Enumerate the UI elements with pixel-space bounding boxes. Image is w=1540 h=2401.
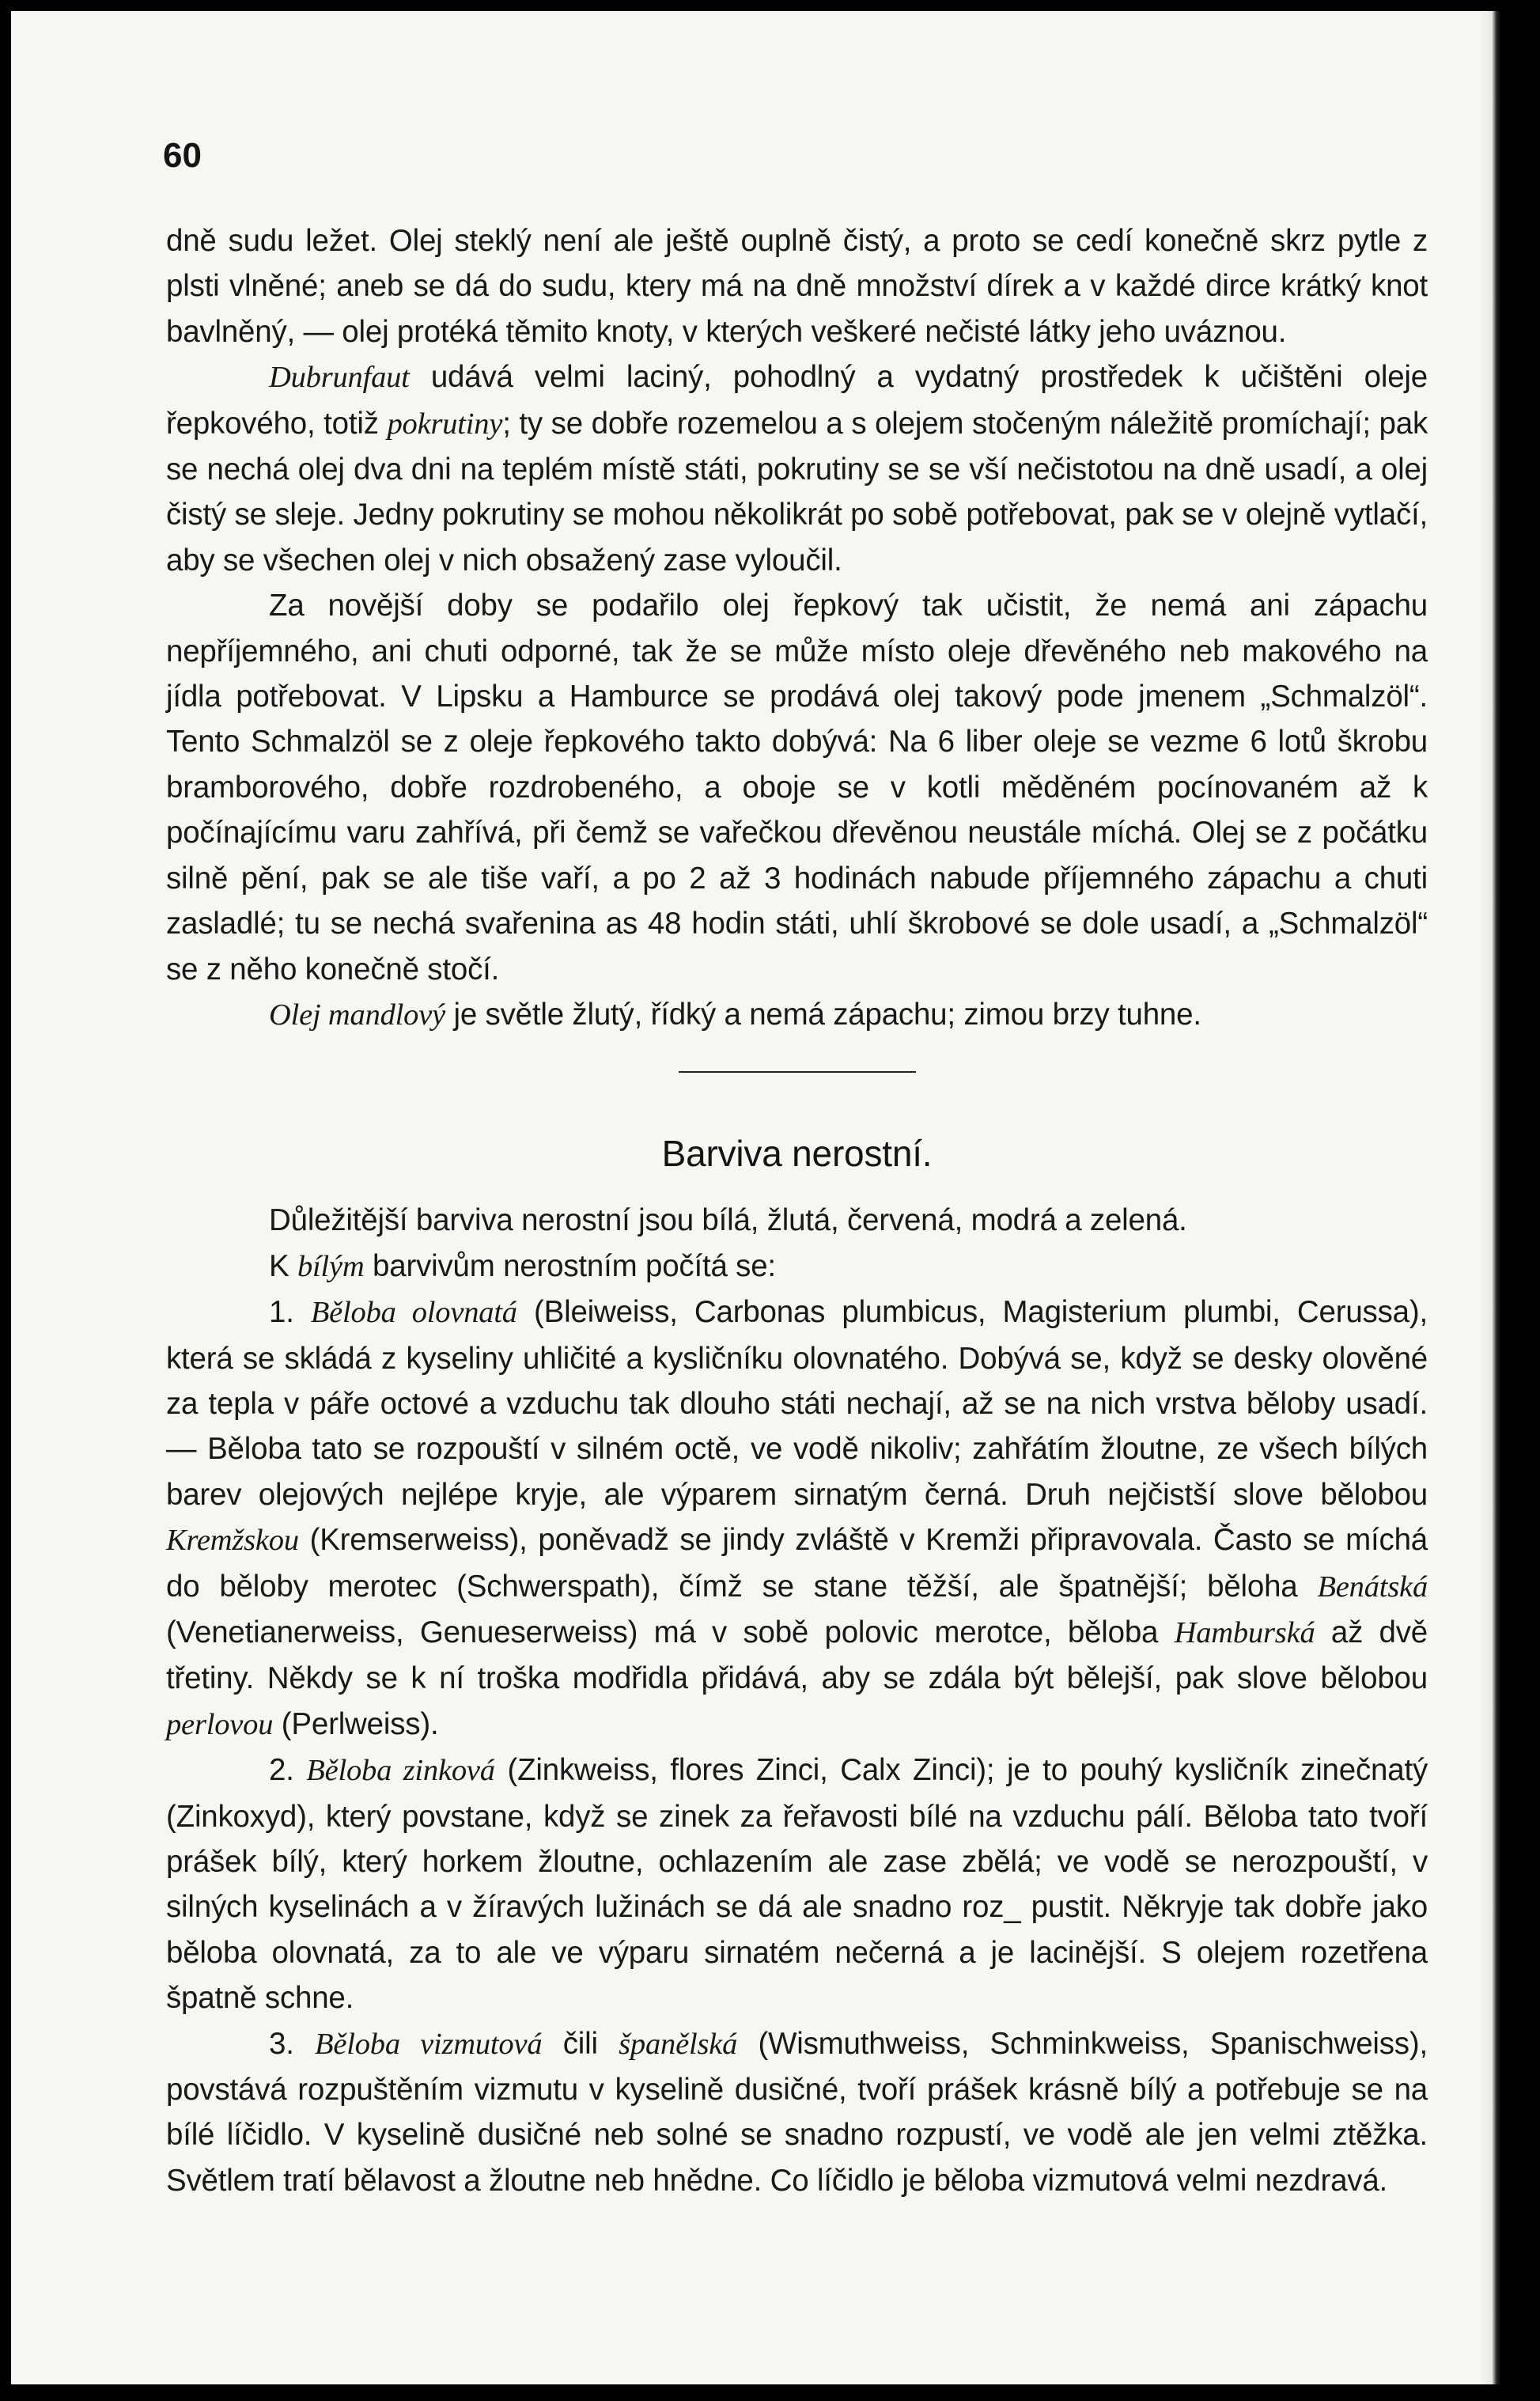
- page-number: 60: [163, 136, 202, 175]
- section-divider: [679, 1071, 916, 1073]
- paragraph-text: je světle žlutý, řídký a nemá zápachu; zimou brzy tuhne.: [445, 997, 1201, 1032]
- paragraph-zinc-white: [166, 1748, 1428, 2020]
- book-page: [11, 11, 1510, 2384]
- paragraph-bismuth-white: [166, 2021, 1428, 2204]
- paragraph-text: dně sudu ležet. Olej steklý není ale ještě ouplně čistý, a proto se cedí konečně skrz pytle z plsti vlněné; aneb se dá do sudu, ktery má na dně množství dírek a v každé dirce krátký knot bavlněný, — olej protéká těmito knoty, v kterých veškeré nečisté látky jeho uváznou.: [166, 224, 1428, 349]
- paragraph-almond-oil: [166, 992, 1428, 1038]
- term-zinc-white: Běloba zinková: [306, 1754, 495, 1788]
- paragraph-text: (Perlweiss).: [273, 1706, 439, 1741]
- term-bismuth-white: Běloba vizmutová: [315, 2027, 543, 2061]
- paragraph-text: ; ty se dobře rozemelou a s olejem stočeným náležitě promíchají; pak se nechá olej dva dni na teplém místě státi, pokrutiny se se vší nečistotou na dně usadí, a olej čistý se sleje. Jedny pokrutiny se mohou několikrát po sobě potřebovat, pak se v olejně vytlačí, aby se všechen olej v nich obsažený zase vyloučil.: [166, 406, 1428, 578]
- paragraph-text: barvivům nerostním počítá se:: [364, 1248, 776, 1283]
- item-number: 3.: [269, 2026, 316, 2061]
- paragraph-text: čili: [542, 2026, 619, 2061]
- paragraph-text: (Wismuthweiss, Schminkweiss, Spanischweiss), povstává rozpuštěním vizmutu v kyselině dusičné, tvoří prášek krásně bílý a potřebuje se na bílé líčidlo. V kyselině dusičné neb solné se snadno rozpustí, ve vodě ale jen velmi ztěžka. Světlem tratí bělavost a žloutne neb hnědne. Co líčidlo je běloba vizmutová velmi nezdravá.: [166, 2026, 1428, 2198]
- term-white: bílým: [297, 1249, 365, 1283]
- paragraph-dubrunfaut-method: [166, 354, 1428, 583]
- term-pokrutiny: pokrutiny: [387, 407, 503, 441]
- term-lead-white: Běloba olovnatá: [310, 1296, 517, 1330]
- paragraph-lead-white: [166, 1289, 1428, 1748]
- paragraph-text: K: [269, 1248, 297, 1283]
- paragraph-text: udává velmi laciný, pohodlný a vydatný prostředek k učištěni oleje řepkového, totiž: [166, 360, 1428, 441]
- paragraph-text: Za novější doby se podařilo olej řepkový tak učistit, že nemá ani zápachu nepříjemného, ani chuti odporné, tak že se může místo oleje dřevěného neb makového na jídla potřebovat. V Lipsku a Hamburce se prodává olej takový pode jmenem „Schmalzöl“. Tento Schmalzöl se z oleje řepkového takto dobývá: Na 6 liber oleje se vezme 6 lotů škrobu bramborového, dobře rozdrobeného, a oboje se v kotli měděném pocínovaném až k počínajícímu varu zahřívá, při čemž se vařečkou dřevěnou neustále míchá. Olej se z počátku silně pění, pak se ale tiše vaří, a po 2 až 3 hodinách nabude příjemného zápachu a chuti zasladlé; tu se nechá svařenina as 48 hodin státi, uhlí škrobové se dole usadí, a „Schmalzöl“ se z něho konečně stočí.: [166, 589, 1428, 987]
- paragraph-pigments-intro: [166, 1198, 1428, 1243]
- page-body: [166, 218, 1428, 2203]
- section-heading: Barviva nerostní.: [661, 1133, 933, 1175]
- paragraph-text: Důležitější barviva nerostní jsou bílá, žlutá, červená, modrá a zelená.: [269, 1203, 1187, 1238]
- paragraph-text: (Kremserweiss), poněvadž se jindy zvláště v Kremži připravovala. Často se míchá do běloby merotec (Schwerspath), čímž se stane těžší, ale špatnější; běloha: [166, 1523, 1428, 1604]
- term-hamburska: Hamburská: [1174, 1615, 1315, 1649]
- paragraph-oil-filtering: [166, 218, 1428, 354]
- term-benatska: Benátská: [1317, 1570, 1428, 1604]
- term-almond-oil: Olej mandlový: [269, 998, 445, 1032]
- paragraph-text: (Venetianerweiss, Genueserweiss) má v sobě polovic merotce, běloba: [166, 1615, 1175, 1649]
- term-kremzska: Kremžskou: [166, 1524, 299, 1558]
- item-number: 2.: [269, 1753, 307, 1788]
- paragraph-schmalzol: [166, 583, 1428, 992]
- paragraph-text: (Zinkweiss, flores Zinci, Calx Zinci); je to pouhý kysličník zinečnatý (Zinkoxyd), který povstane, když se zinek za řeřavosti bílé na vzduchu pálí. Běloba tato tvoří prášek bílý, který horkem žloutne, ochlazením ale zase zbělá; ve vodě se nerozpouští, v silných kyselinách a v žíravých lužinách se dá ale snadno roz_ pustit. Někryje tak dobře jako běloba olovnatá, za to ale ve výparu sirnatém nečerná a je lacinější. S olejem rozetřena špatně schne.: [166, 1753, 1428, 2016]
- author-name: Dubrunfaut: [269, 361, 410, 395]
- term-perlova: perlovou: [166, 1707, 274, 1741]
- paragraph-text: až dvě třetiny. Někdy se k ní troška modřidla přidává, aby se zdála být bělejší, pak slove bělobou: [166, 1615, 1428, 1696]
- item-number: 1.: [269, 1295, 311, 1330]
- paragraph-text: (Bleiweiss, Carbonas plumbicus, Magisterium plumbi, Cerussa), která se skládá z kyseliny uhličité a kysličníku olovnatého. Dobývá se, když se desky olověné za tepla v páře octové a vzduchu tak dlouho státi nechají, až se na nich vrstva běloby usadí. — Běloba tato se rozpouští v silném octě, ve vodě nikoliv; zahřátím žloutne, ze všech bílých barev olejových nejlépe kryje, ale výparem sirnatým černá. Druh nejčistší slove bělobou: [166, 1295, 1428, 1512]
- paragraph-white-pigments: [166, 1244, 1428, 1289]
- term-spanish: španělská: [619, 2027, 738, 2061]
- page-edge-shadow: [1480, 11, 1510, 2384]
